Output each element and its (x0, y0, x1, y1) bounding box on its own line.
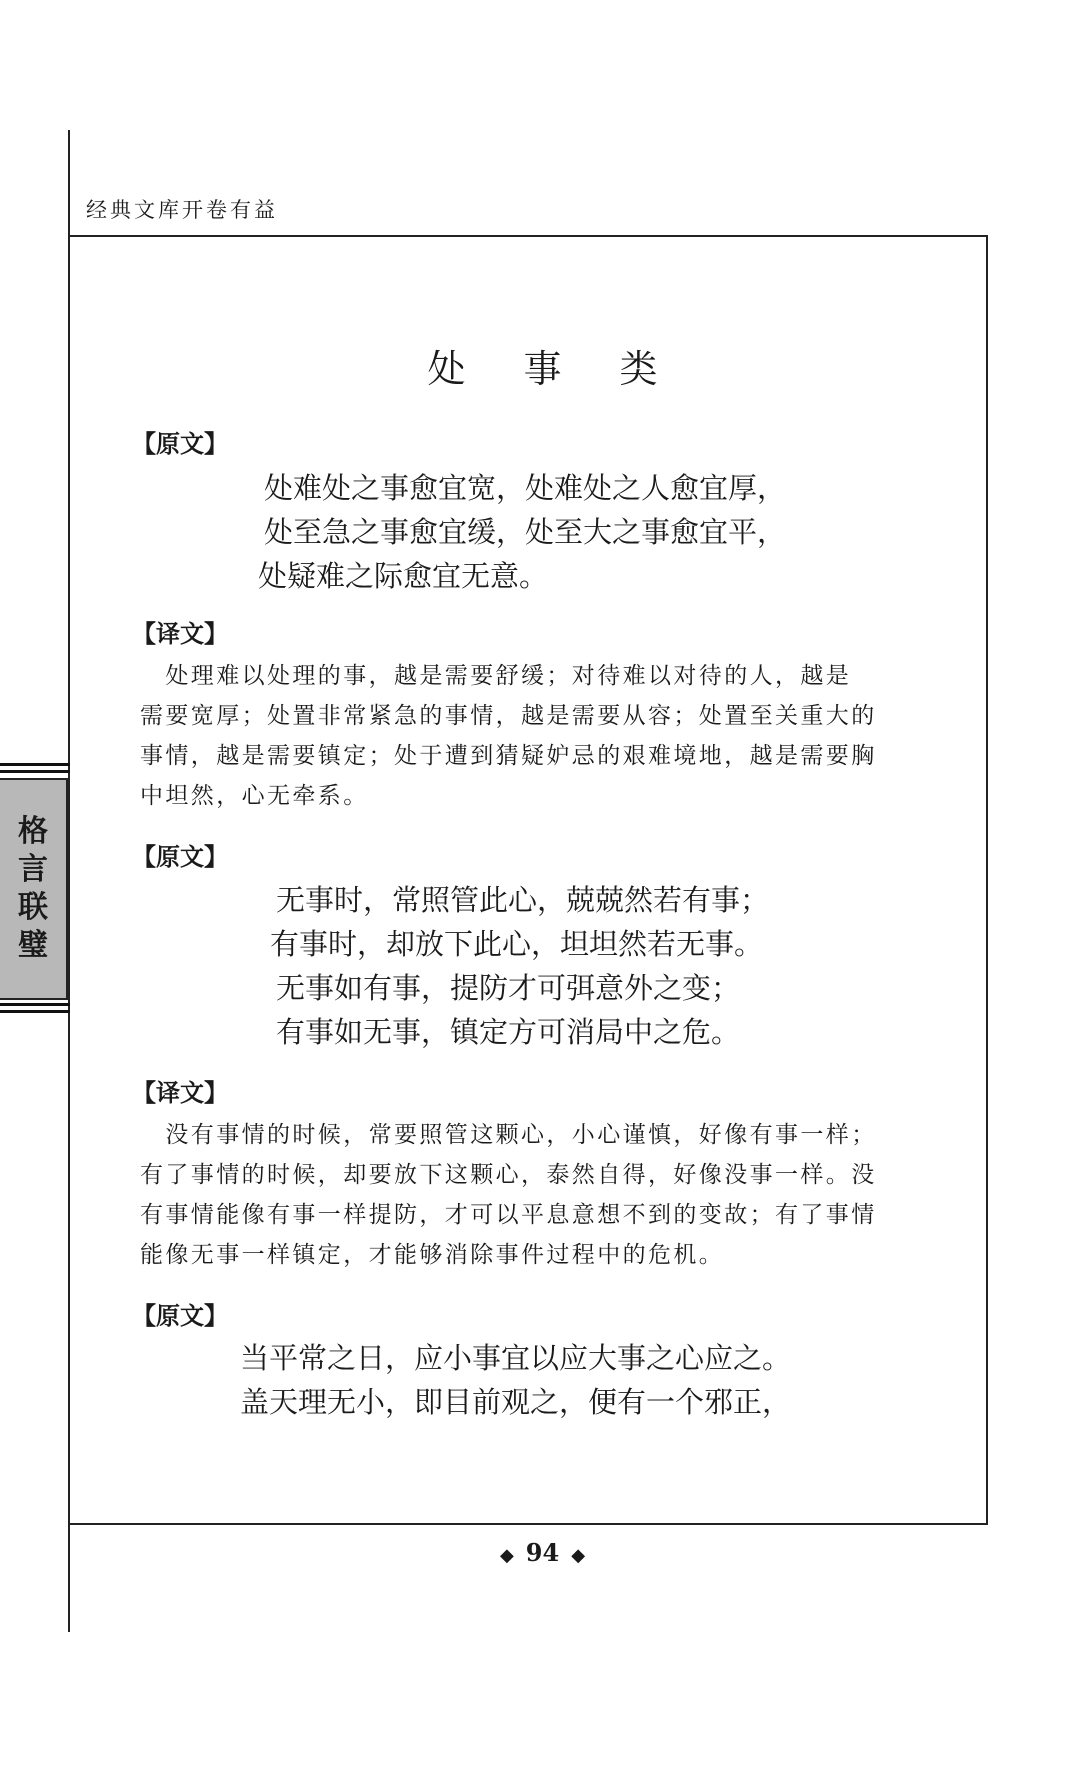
original-line: 有事时，却放下此心，坦坦然若无事。 (270, 927, 764, 961)
original-line: 当平常之日，应小事宜以应大事之心应之。 (240, 1341, 792, 1375)
running-head: 经典文库开卷有益 (86, 198, 278, 222)
translation-line: 能像无事一样镇定，才能够消除事件过程中的危机。 (140, 1242, 725, 1268)
original-line: 处疑难之际愈宜无意。 (258, 559, 549, 593)
original-line: 无事时，常照管此心，兢兢然若有事； (276, 883, 770, 917)
page-footer (0, 1538, 1085, 1567)
side-tab (0, 778, 68, 1000)
side-tab-top-rule (0, 763, 70, 773)
original-line: 无事如有事，提防才可弭意外之变； (276, 971, 741, 1005)
translation-label: 【译文】 (132, 1078, 228, 1107)
original-line: 有事如无事，镇定方可消局中之危。 (276, 1015, 741, 1049)
translation-line: 有事情能像有事一样提防，才可以平息意想不到的变故；有了事情 (140, 1202, 877, 1228)
diamond-icon: ◆ (499, 1545, 514, 1566)
translation-line: 有了事情的时候，却要放下这颗心，泰然自得，好像没事一样。没 (140, 1162, 877, 1188)
side-tab-char: 言 (18, 852, 48, 887)
side-tab-char: 格 (18, 814, 48, 849)
translation-line: 中坦然，心无牵系。 (140, 783, 369, 809)
diamond-icon: ◆ (571, 1545, 586, 1566)
side-tab-char: 联 (18, 890, 48, 925)
side-tab-char: 璧 (18, 928, 48, 963)
original-label: 【原文】 (132, 1301, 228, 1330)
original-label: 【原文】 (132, 842, 228, 871)
translation-line: 事情，越是需要镇定；处于遭到猜疑妒忌的艰难境地，越是需要胸 (140, 743, 877, 769)
section-title: 处事类 (427, 347, 716, 391)
original-line: 处难处之事愈宜宽，处难处之人愈宜厚， (264, 471, 787, 505)
translation-line: 处理难以处理的事，越是需要舒缓；对待难以对待的人，越是 (140, 663, 852, 689)
page-number: 94 (525, 1538, 560, 1567)
translation-line: 需要宽厚；处置非常紧急的事情，越是需要从容；处置至关重大的 (140, 703, 877, 729)
side-tab-bottom-rule (0, 1003, 70, 1013)
original-label: 【原文】 (132, 429, 228, 458)
translation-label: 【译文】 (132, 619, 228, 648)
translation-line: 没有事情的时候，常要照管这颗心，小心谨慎，好像有事一样； (140, 1122, 877, 1148)
original-line: 盖天理无小，即目前观之，便有一个邪正， (240, 1385, 792, 1419)
original-line: 处至急之事愈宜缓，处至大之事愈宜平， (264, 515, 787, 549)
